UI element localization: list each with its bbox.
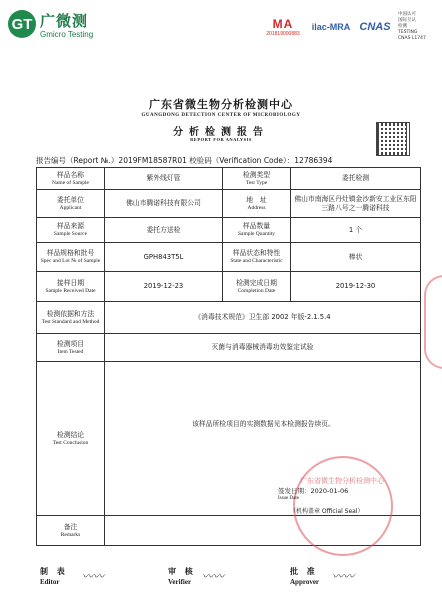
source-label: 样品来源 Sample Source — [37, 218, 105, 243]
table-row — [37, 272, 421, 302]
remarks-label: 备注 Remarks — [37, 516, 105, 546]
conclusion-value: 该样品所检项目的实测数据见本检测报告续页。 — [105, 362, 421, 516]
conclusion-label: 检测结论 Test Conclusion — [37, 362, 105, 516]
report-title-en: REPORT FOR ANALYSIS — [190, 137, 252, 142]
applicant-value: 佛山市腾诺科技有限公司 — [105, 190, 223, 218]
completion-value: 2019-12-30 — [291, 272, 421, 302]
source-value: 委托方送检 — [105, 218, 223, 243]
report-title-cn: 分析检测报告 — [173, 127, 269, 138]
side-seal-icon — [424, 275, 442, 369]
cnas-side-line: 国际互认 — [398, 18, 416, 23]
approver-label: 批 准 — [290, 567, 318, 576]
table-row — [37, 190, 421, 218]
cnas-side-line: 中国认可 — [398, 12, 416, 17]
cnas-logo: CNAS — [359, 21, 391, 33]
standard-value: 《消毒技术规范》卫生部 2002 年版-2.1.5.4 — [105, 302, 421, 334]
cma-badge — [258, 12, 308, 42]
center-title-cn: 广东省微生物分析检测中心 — [149, 98, 293, 111]
quantity-label: 样品数量 Sample Quantity — [223, 218, 291, 243]
editor-label-en: Editor — [40, 578, 60, 586]
editor-label: 制 表 — [40, 567, 68, 576]
verifier-label: 审 核 — [168, 567, 196, 576]
cma-number: 201819000883 — [266, 31, 300, 37]
cnas-badge — [354, 12, 396, 42]
center-title-en: GUANGDONG DETECTION CENTER OF MICROBIOLOGY — [141, 113, 301, 118]
spec-label: 样品规格和批号 Spec and Lot № of Sample — [37, 243, 105, 272]
table-row — [37, 302, 421, 334]
table-row — [37, 168, 421, 190]
test-type-label: 检测类型 Test Type — [223, 168, 291, 190]
table-row — [37, 334, 421, 362]
received-value: 2019-12-23 — [105, 272, 223, 302]
company-name-cn: 广微测 — [40, 12, 89, 30]
cnas-side-line: CNAS L1747 — [398, 36, 426, 41]
address-label: 地 址 Address — [223, 190, 291, 218]
qr-code-icon — [376, 122, 410, 156]
sample-name-label: 样品名称 Name of Sample — [37, 168, 105, 190]
quantity-value: 1 个 — [291, 218, 421, 243]
completion-label: 检测完成日期 Completion Date — [223, 272, 291, 302]
verifier-label-en: Verifier — [168, 578, 192, 586]
company-logo-mark: GT — [8, 10, 36, 38]
official-seal-text: 广东省微生物分析检测中心 — [300, 477, 384, 485]
report-number: 报告编号（Report №.）2019FM18587R01 校验码（Verification Code）：12786394 — [36, 156, 333, 165]
ilac-badge — [310, 12, 352, 42]
applicant-label: 委托单位 Applicant — [37, 190, 105, 218]
test-type-value: 委托检测 — [291, 168, 421, 190]
issue-date: 签发日期：2020-01-06 — [278, 487, 349, 495]
item-label: 检测项目 Item Tested — [37, 334, 105, 362]
company-name-en: Gmicro Testing — [40, 30, 94, 39]
cnas-side-line: TESTING — [398, 30, 418, 35]
standard-label: 检测依据和方法 Test Standard and Method — [37, 302, 105, 334]
editor-signature-icon: 〰〰 — [82, 570, 104, 583]
state-label: 样品状态和特性 State and Characteristic — [223, 243, 291, 272]
table-row — [37, 243, 421, 272]
item-value: 灭菌与消毒器械消毒功效鉴定试验 — [105, 334, 421, 362]
received-label: 接样日期 Sample Received Date — [37, 272, 105, 302]
cma-logo: MA — [272, 17, 294, 31]
verifier-signature-icon: 〰〰 — [202, 570, 224, 583]
ilac-logo: ilac-MRA — [311, 22, 351, 32]
issue-date-en: Issue Date — [278, 496, 299, 501]
approver-label-en: Approver — [290, 578, 320, 586]
cnas-side-text — [398, 12, 426, 42]
state-value: 棒状 — [291, 243, 421, 272]
approver-signature-icon: 〰〰 — [332, 570, 354, 583]
address-value: 佛山市南海区丹灶镇金沙新安工业区东阳三路八号之一腾诺科技 — [291, 190, 421, 218]
sample-name-value: 紫外线灯管 — [105, 168, 223, 190]
table-row — [37, 218, 421, 243]
cnas-side-line: 检测 — [398, 24, 407, 29]
spec-value: GPH843T5L — [105, 243, 223, 272]
seal-note: （机构盖章 Official Seal） — [290, 508, 364, 515]
